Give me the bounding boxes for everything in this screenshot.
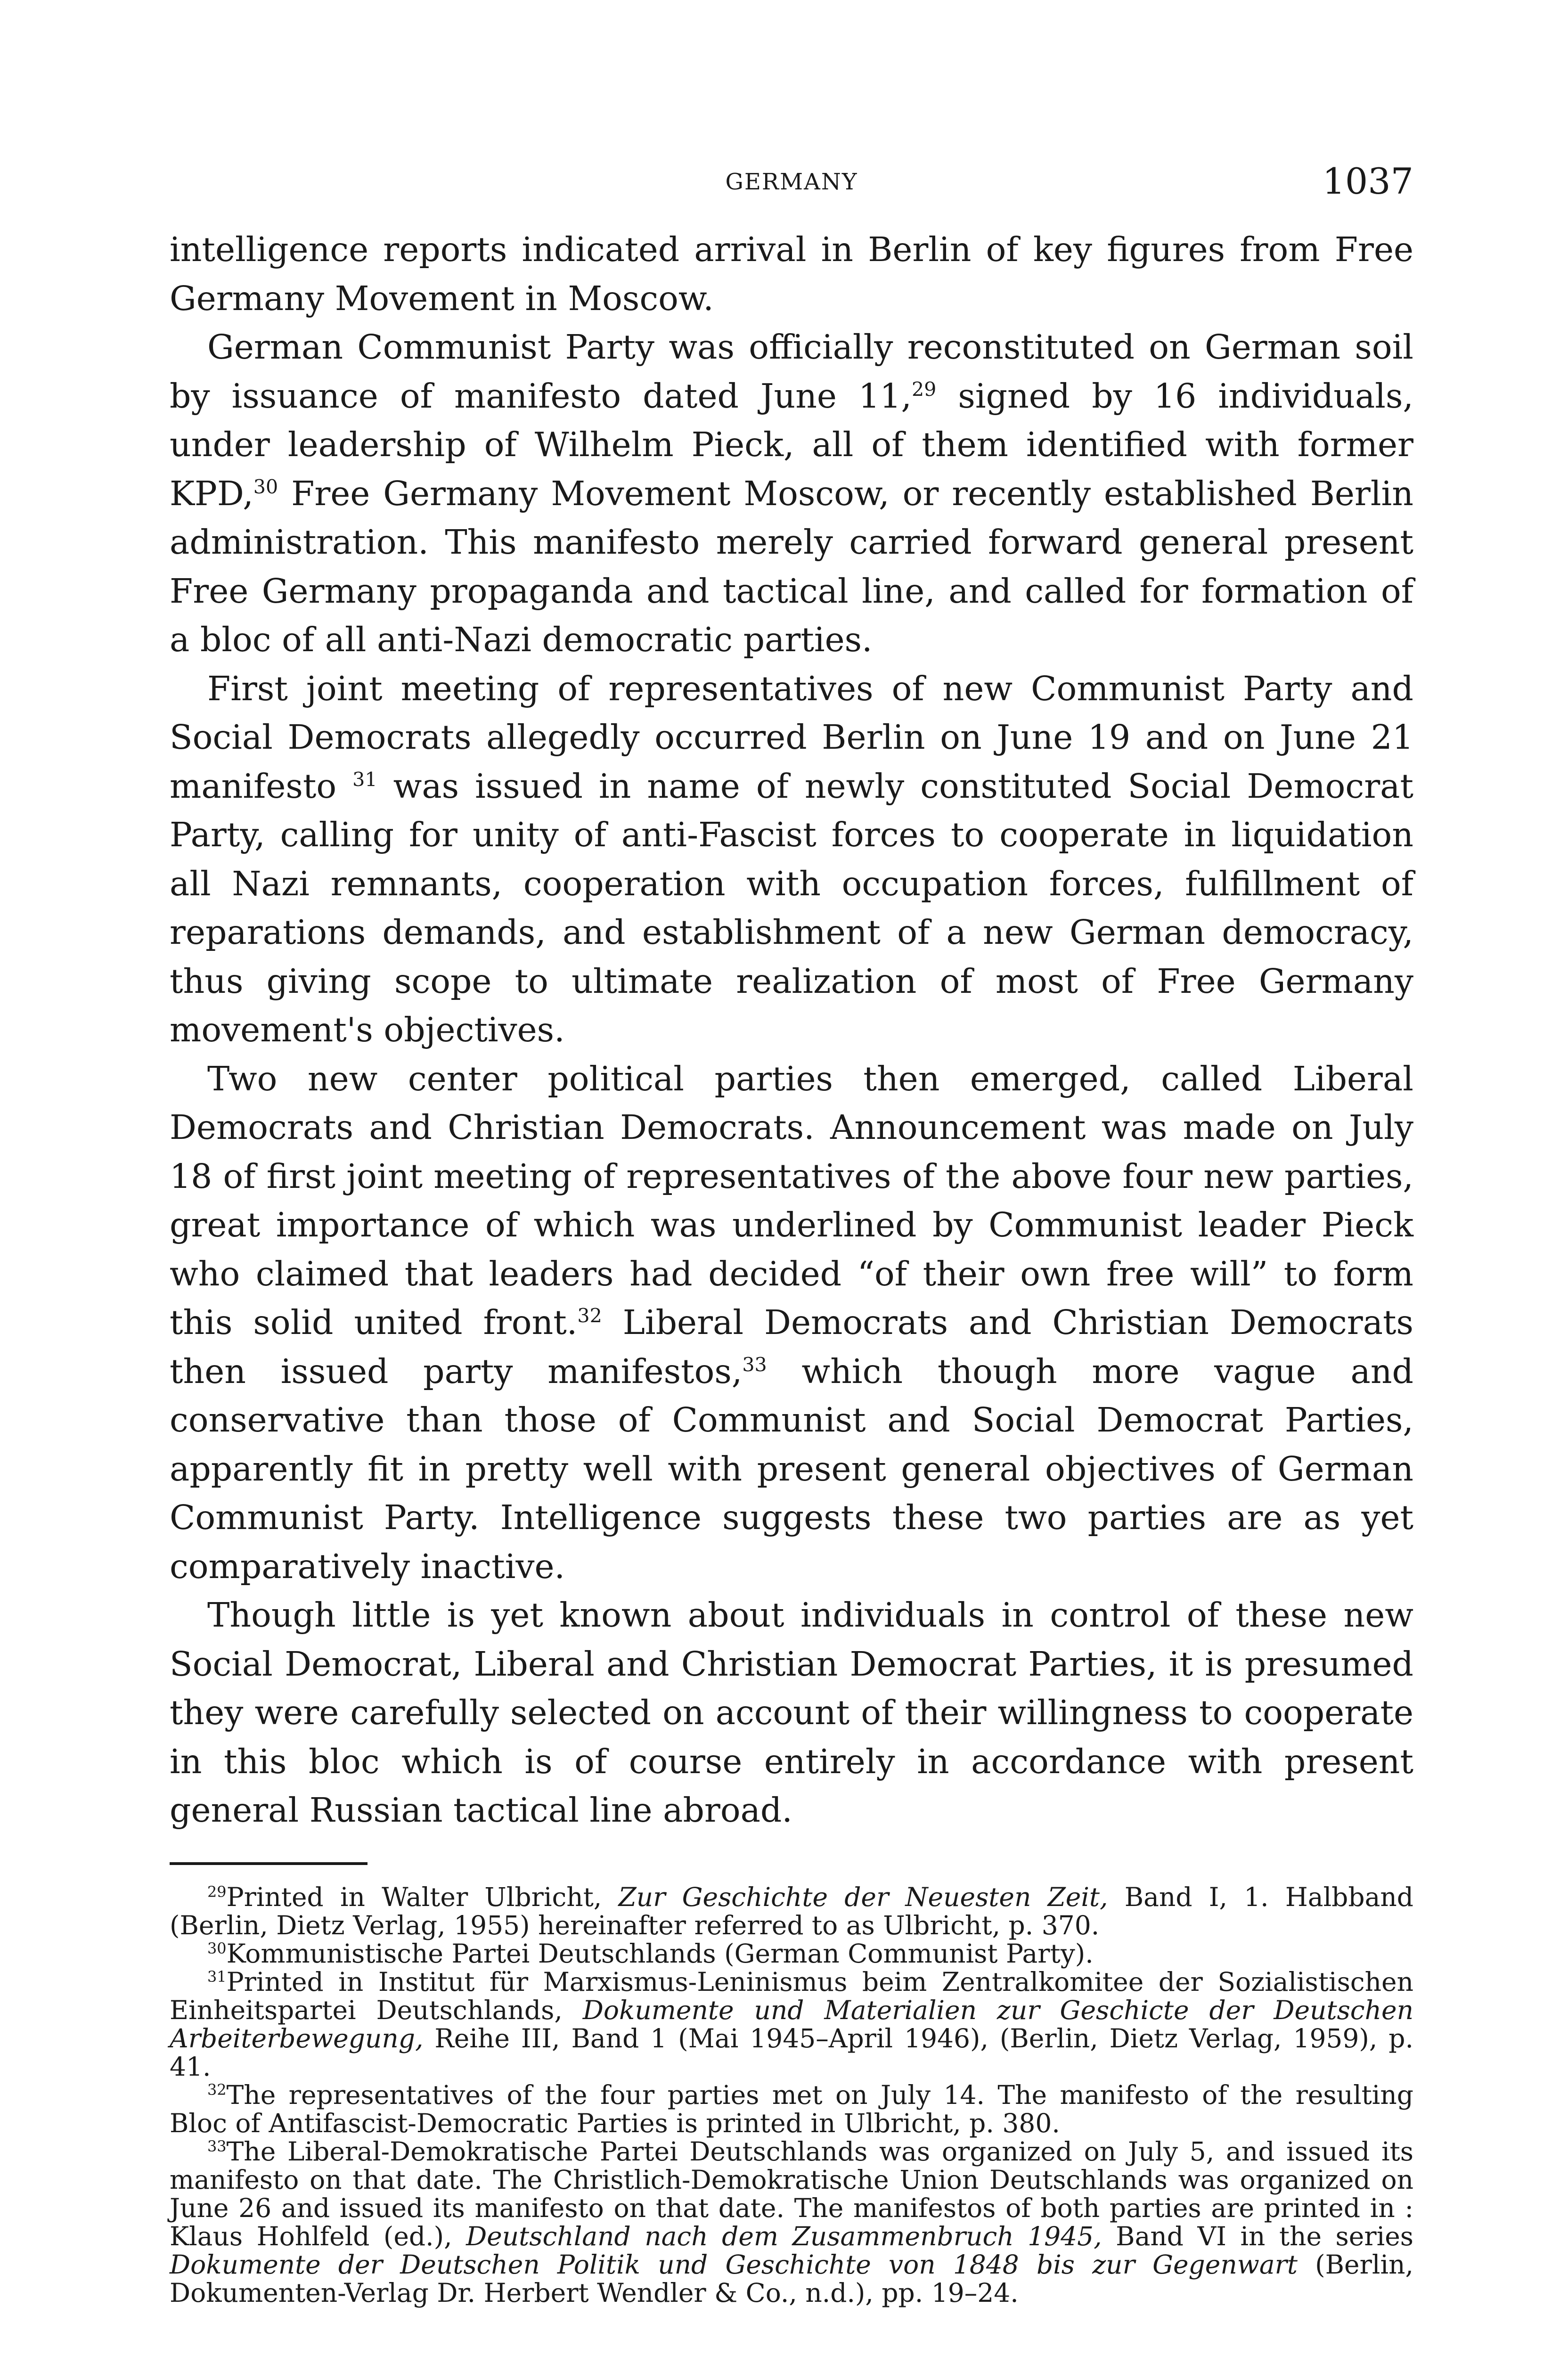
running-title: GERMANY bbox=[725, 169, 858, 195]
footnote-30: $^{30}$Kommunistische Partei Deutschlands (German Communist Party). bbox=[207, 1938, 1094, 1969]
footnote-divider bbox=[170, 1862, 368, 1865]
footnote-ref-30: 30 bbox=[253, 475, 278, 498]
paragraph-2: German Communist Party was officially reconstituted on German soil by issuance of manifesto dated June 11,29 signed by 16 individuals, under leadership of Wilhelm Pieck, all of them identified with former KPD,$^{30}$ Free Germany Movement Moscow, or recently established Berlin administration. This manifesto merely carried forward general present Free Germany propaganda and tactical line, and called for formation of a bloc of all anti-Nazi democratic parties. bbox=[170, 327, 1413, 659]
footnote-ref-33: 33 bbox=[742, 1353, 767, 1376]
footnotes bbox=[170, 1883, 1413, 2307]
paragraph-4: Two new center political parties then emerged, called Liberal Democrats and Christian Democrats. Announcement was made on July 18 of first joint meeting of representatives of the above four new parties, great importance of which was underlined by Communist leader Pieck who claimed that leaders had decided “of their own free will” to form this solid united front.$^{32}$ Liberal Democrats and Christian Democrats then issued party manifestos,$^{33}$ which though more vague and conservative than those of Communist and Social Democrat Parties, apparently fit in pretty well with present general objectives of German Communist Party. Intelligence suggests these two parties are as yet comparatively inactive. bbox=[170, 1059, 1413, 1586]
footnote-31: $^{31}$Printed in Institut für Marxismus-Leninismus beim Zentralkomitee der Sozialistischen Einheitspartei Deutschlands, Dokumente und Materialien zur Geschicte der Deutschen Arbeiterbewegung, Reihe III, Band 1 (Mai 1945–April 1946), (Berlin, Dietz Verlag, 1959), p. 41. bbox=[170, 1966, 1414, 2082]
footnote-29: $^{29}$Printed in Walter Ulbricht, Zur Geschichte der Neuesten Zeit, Band I, 1. Halbband (Berlin, Dietz Verlag, 1955) hereinafter referred to as Ulbricht, p. 370. bbox=[170, 1882, 1413, 1940]
footnote-ref-29: 29 bbox=[911, 377, 937, 401]
paragraph-1: intelligence reports indicated arrival in Berlin of key figures from Free Germany Movement in Moscow. bbox=[170, 230, 1413, 318]
footnote-ref-31: 31 bbox=[352, 768, 377, 791]
footnote-33: $^{33}$The Liberal-Demokratische Partei Deutschlands was organized on July 5, and issued its manifesto on that date. The Christlich-Demokratische Union Deutschlands was organized on June 26 and issued its manifesto on that date. The manifestos of both parties are printed in : Klaus Hohlfeld (ed.), Deutschland nach dem Zusammenbruch 1945, Band VI in the series Dokumente der Deutschen Politik und Geschichte von 1848 bis zur Gegenwart (Berlin, Dokumenten-Verlag Dr. Herbert Wendler & Co., n.d.), pp. 19–24. bbox=[170, 2136, 1413, 2308]
footnote-ref-32: 32 bbox=[577, 1304, 602, 1327]
document-page bbox=[170, 160, 1413, 2307]
page-number: 1037 bbox=[1322, 160, 1413, 202]
running-header bbox=[170, 160, 1413, 221]
body-text bbox=[170, 225, 1413, 1835]
paragraph-3: First joint meeting of representatives of new Communist Party and Social Democrats allegedly occurred Berlin on June 19 and on June 21 manifesto $^{31}$ was issued in name of newly constituted Social Democrat Party, calling for unity of anti-Fascist forces to cooperate in liquidation all Nazi remnants, cooperation with occupation forces, fulfillment of reparations demands, and establishment of a new German democracy, thus giving scope to ultimate realization of most of Free Germany movement's objectives. bbox=[170, 669, 1413, 1049]
footnote-32: $^{32}$The representatives of the four parties met on July 14. The manifesto of the resulting Bloc of Antifascist-Democratic Parties is printed in Ulbricht, p. 380. bbox=[170, 2079, 1413, 2138]
paragraph-5: Though little is yet known about individuals in control of these new Social Democrat, Liberal and Christian Democrat Parties, it is presumed they were carefully selected on account of their willingness to cooperate in this bloc which is of course entirely in accordance with present general Russian tactical line abroad. bbox=[170, 1595, 1413, 1830]
